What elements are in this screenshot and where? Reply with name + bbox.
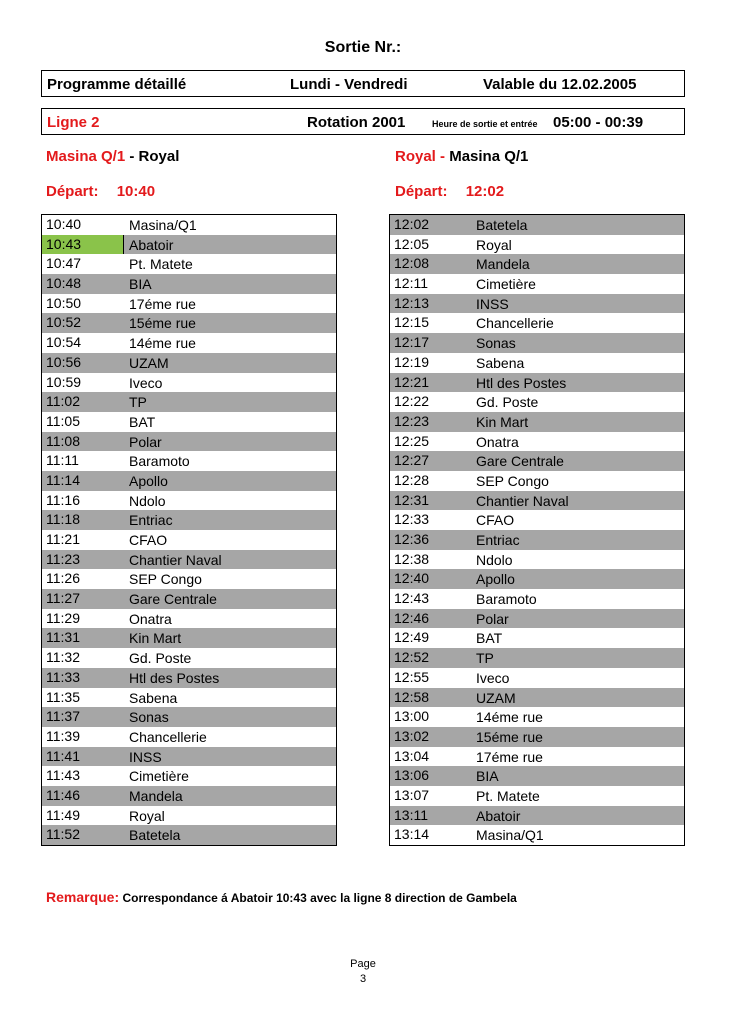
time-cell: 12:52 [394,649,430,666]
right-route-sep: - [435,148,450,165]
stop-cell: Chantier Naval [476,492,569,509]
left-route-from: Masina Q/1 [46,148,126,165]
right-timetable-row [390,373,684,393]
left-depart-time: 10:40 [116,183,156,200]
time-cell: 13:11 [394,806,428,823]
page-number: 3 [359,973,367,985]
time-cell: 11:37 [46,708,80,725]
time-cell: 13:04 [394,747,430,764]
left-timetable-row [42,825,336,845]
time-cell: 11:43 [46,767,80,784]
left-route-title [46,148,179,165]
left-timetable-row [42,550,336,570]
time-cell: 13:02 [394,727,430,744]
left-timetable-row [42,254,336,274]
stop-cell: Gare Centrale [129,591,217,608]
left-depart [46,183,155,200]
left-route-sep: - [125,148,139,165]
stop-cell: Cimetière [476,276,536,293]
left-timetable-row [42,333,336,353]
right-depart-label: Départ: [395,183,448,200]
time-cell: 12:23 [394,412,430,429]
stop-cell: Ndolo [129,492,166,509]
time-cell: 11:21 [46,531,80,547]
stop-cell: 14éme rue [129,335,196,352]
left-timetable-row [42,313,336,333]
stop-cell: Kin Mart [476,413,529,430]
time-cell: 13:06 [394,767,430,784]
left-timetable-row [42,569,336,589]
time-cell: 13:00 [394,708,430,725]
time-cell: 11:31 [46,629,80,646]
stop-cell: INSS [476,295,509,312]
time-cell: 11:32 [46,649,80,666]
left-timetable-row [42,786,336,806]
time-cell: 12:25 [394,432,430,449]
time-cell: 12:58 [394,688,430,705]
left-timetable-row [42,628,336,648]
stop-cell: BAT [129,413,156,430]
right-timetable-row [390,609,684,629]
time-cell: 11:29 [46,609,80,626]
time-cell: 11:16 [46,491,80,508]
left-timetable-row [42,471,336,491]
hours-value: 05:00 - 00:39 [553,114,644,131]
stop-cell: 17éme rue [476,748,543,765]
stop-cell: Entriac [129,512,173,529]
right-timetable-row [390,215,684,235]
right-timetable-row [390,491,684,511]
right-timetable-row [390,294,684,314]
stop-cell: Baramoto [476,591,537,608]
remark-text: Correspondance á Abatoir 10:43 avec la ligne 8 direction de Gambela [122,891,517,905]
time-cell: 11:49 [46,806,80,823]
stop-cell: Baramoto [129,453,190,470]
right-timetable [389,214,685,846]
right-route-title [395,148,528,165]
left-timetable-row [42,766,336,786]
header-programme-box [41,70,685,97]
page-label: Page [350,958,376,970]
time-cell: 12:08 [394,255,430,272]
stop-cell: Ndolo [476,551,513,568]
stop-cell: 15éme rue [129,315,196,332]
stop-cell: Entriac [476,532,520,548]
time-cell: 13:14 [394,826,430,843]
stop-cell: Batetela [476,217,528,233]
stop-cell: Masina/Q1 [129,217,197,233]
remark [46,889,517,905]
time-cell: 11:26 [46,570,80,587]
stop-cell: Mandela [129,787,183,804]
left-timetable-row [42,510,336,530]
stop-cell: Abatoir [129,236,174,253]
stop-cell: Chantier Naval [129,551,222,568]
stop-cell: TP [476,650,494,667]
stop-cell: Batetela [129,827,181,844]
time-cell: 11:05 [46,412,80,429]
stop-cell: BIA [129,276,152,293]
right-timetable-row [390,825,684,845]
rotation-label: Rotation 2001 [307,114,406,131]
time-cell: 11:27 [46,590,80,607]
stop-cell: CFAO [129,532,168,548]
left-timetable-row [42,235,336,255]
right-route-to: Masina Q/1 [449,148,529,165]
time-cell: 10:43 [46,235,82,252]
header-line-box [41,108,685,135]
left-timetable-row [42,648,336,668]
right-timetable-row [390,235,684,255]
time-cell: 12:27 [394,452,430,469]
right-timetable-row [390,550,684,570]
right-timetable-row [390,766,684,786]
left-depart-label: Départ: [46,183,99,200]
time-cell: 12:22 [394,393,430,410]
stop-cell: Gd. Poste [129,650,192,667]
time-cell: 12:31 [394,491,430,508]
right-timetable-row [390,274,684,294]
left-timetable-row [42,668,336,688]
document-title: Sortie Nr.: [324,39,402,56]
stop-cell: SEP Congo [476,472,549,489]
stop-cell: 14éme rue [476,709,543,726]
stop-cell: BAT [476,630,503,647]
stop-cell: Htl des Postes [129,669,220,686]
stop-cell: Polar [476,610,509,627]
stop-cell: Pt. Matete [129,256,193,273]
left-timetable-row [42,727,336,747]
left-timetable-row [42,412,336,432]
right-depart-time: 12:02 [465,183,505,200]
right-timetable-row [390,432,684,452]
time-cell: 11:52 [46,826,80,843]
stop-cell: Apollo [129,472,168,489]
left-timetable-row [42,589,336,609]
right-timetable-row [390,451,684,471]
stop-cell: Sabena [476,354,525,371]
time-cell: 12:11 [394,275,428,292]
time-cell: 12:17 [394,334,430,351]
stop-cell: Cimetière [129,768,189,785]
time-cell: 11:41 [46,747,80,764]
time-cell: 12:21 [394,373,430,390]
right-timetable-row [390,688,684,708]
left-timetable-row [42,432,336,452]
stop-cell: Chancellerie [129,728,207,745]
right-route-from: Royal [395,148,436,165]
left-timetable-row [42,688,336,708]
time-cell: 12:28 [394,471,430,488]
left-timetable-row [42,294,336,314]
line-label: Ligne 2 [47,114,100,131]
time-cell: 13:07 [394,786,430,803]
stop-cell: Sonas [129,709,169,726]
left-timetable-row [42,491,336,511]
time-cell: 12:36 [394,531,430,547]
stop-cell: UZAM [476,689,516,706]
time-cell: 10:54 [46,334,82,351]
time-cell: 12:05 [394,235,430,252]
left-timetable-row [42,530,336,550]
stop-cell: UZAM [129,354,169,371]
left-timetable-row [42,353,336,373]
right-timetable-row [390,510,684,530]
stop-cell: CFAO [476,512,515,529]
time-cell: 10:50 [46,294,82,311]
stop-cell: Htl des Postes [476,374,567,391]
right-timetable-row [390,727,684,747]
time-cell: 11:33 [46,668,80,685]
left-timetable-row [42,451,336,471]
left-timetable-row [42,609,336,629]
stop-cell: Apollo [476,571,515,588]
right-timetable-row [390,353,684,373]
stop-cell: TP [129,394,147,411]
right-timetable-row [390,530,684,550]
programme-label: Programme détaillé [47,76,187,93]
right-timetable-row [390,747,684,767]
right-timetable-row [390,313,684,333]
stop-cell: Sonas [476,335,516,352]
validity-label: Valable du 12.02.2005 [483,76,637,93]
time-cell: 12:19 [394,353,430,370]
right-timetable-row [390,589,684,609]
right-timetable-row [390,648,684,668]
time-cell: 12:46 [394,609,430,626]
time-cell: 12:43 [394,590,430,607]
left-timetable [41,214,337,846]
right-timetable-row [390,412,684,432]
stop-cell: Masina/Q1 [476,827,544,844]
stop-cell: Royal [129,807,165,824]
time-cell: 11:23 [46,550,80,567]
time-cell: 11:14 [46,471,80,488]
time-cell: 11:35 [46,688,80,705]
time-cell: 11:02 [46,393,80,410]
stop-cell: Mandela [476,256,530,273]
time-cell: 10:47 [46,255,82,272]
right-timetable-row [390,668,684,688]
right-depart [395,183,504,200]
right-timetable-row [390,471,684,491]
stop-cell: SEP Congo [129,571,202,588]
stop-cell: BIA [476,768,499,785]
left-timetable-row [42,806,336,826]
right-timetable-row [390,707,684,727]
stop-cell: 17éme rue [129,295,196,312]
time-cell: 12:49 [394,629,430,646]
time-cell: 12:02 [394,216,430,232]
stop-cell: Onatra [129,610,172,627]
time-cell: 12:33 [394,511,430,528]
stop-cell: Kin Mart [129,630,182,647]
stop-cell: Sabena [129,689,178,706]
right-timetable-row [390,628,684,648]
remark-label: Remarque: [46,889,120,905]
stop-cell: INSS [129,748,162,765]
time-cell: 12:15 [394,314,430,331]
right-timetable-row [390,333,684,353]
right-timetable-row [390,569,684,589]
left-timetable-row [42,392,336,412]
stop-cell: Chancellerie [476,315,554,332]
time-cell: 10:52 [46,314,82,331]
left-timetable-row [42,215,336,235]
stop-cell: Abatoir [476,807,521,824]
days-label: Lundi - Vendredi [290,76,408,93]
time-cell: 12:13 [394,294,430,311]
time-cell: 11:08 [46,432,80,449]
stop-cell: Royal [476,236,512,253]
time-cell: 12:38 [394,550,430,567]
stop-cell: Polar [129,433,162,450]
left-timetable-row [42,373,336,393]
time-cell: 10:56 [46,353,82,370]
time-cell: 10:48 [46,275,82,292]
time-cell: 12:55 [394,668,430,685]
stop-cell: Onatra [476,433,519,450]
time-cell: 11:46 [46,786,80,803]
time-cell: 12:40 [394,570,430,587]
stop-cell: Pt. Matete [476,787,540,804]
right-timetable-row [390,786,684,806]
time-cell: 11:39 [46,727,80,744]
stop-cell: Iveco [129,374,163,391]
left-timetable-row [42,747,336,767]
hours-caption: Heure de sortie et entrée [432,119,538,129]
time-cell: 11:11 [46,452,79,469]
left-timetable-row [42,274,336,294]
left-route-to: Royal [138,148,180,165]
stop-cell: Gd. Poste [476,394,539,411]
right-timetable-row [390,392,684,412]
time-cell: 10:40 [46,216,82,232]
left-timetable-row [42,707,336,727]
stop-cell: 15éme rue [476,728,543,745]
right-timetable-row [390,254,684,274]
time-cell: 11:18 [46,511,80,528]
time-cell: 10:59 [46,373,82,390]
stop-cell: Iveco [476,669,510,686]
right-timetable-row [390,806,684,826]
stop-cell: Gare Centrale [476,453,564,470]
